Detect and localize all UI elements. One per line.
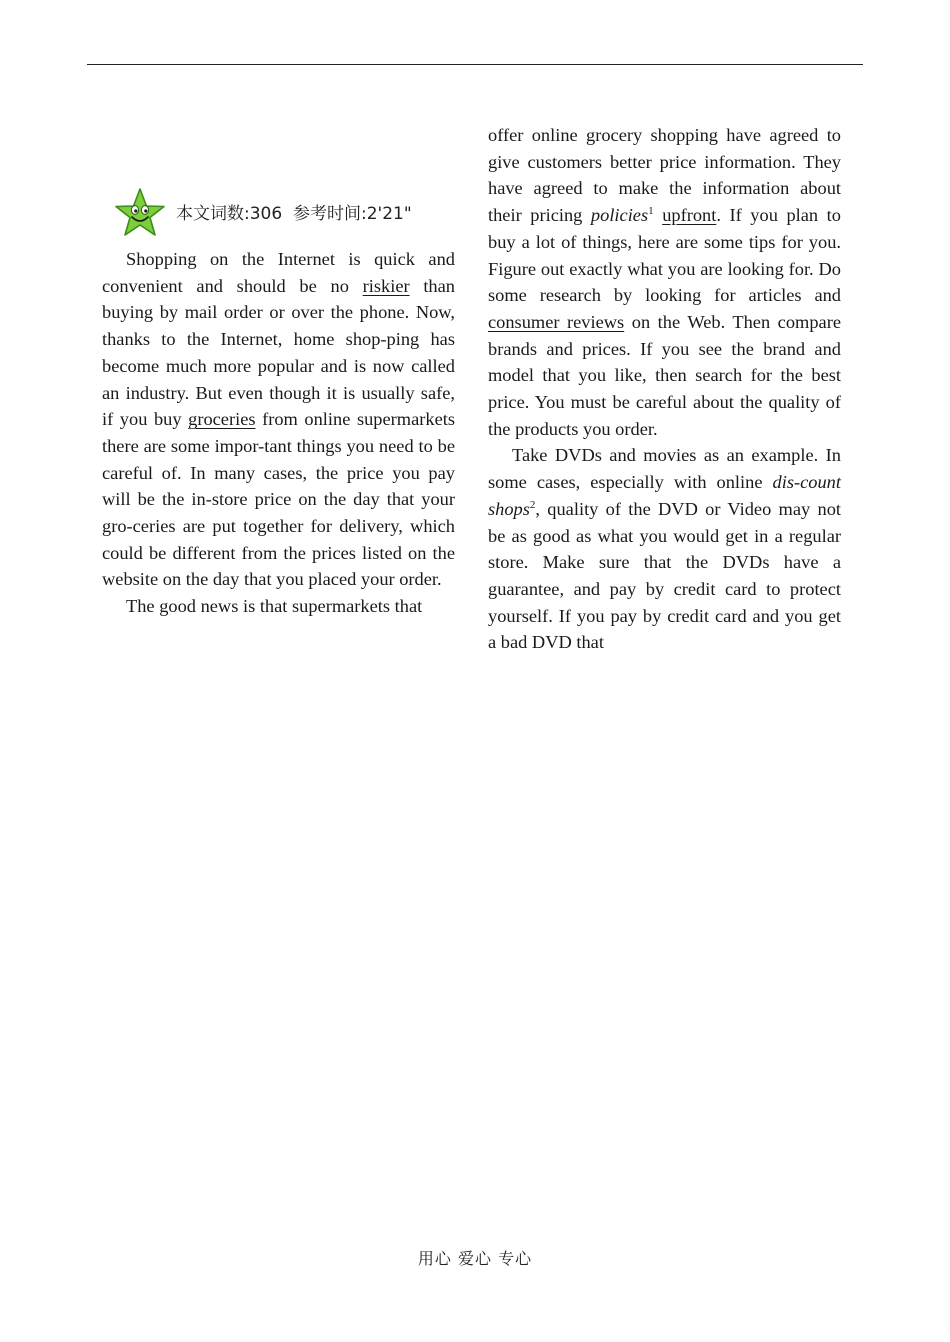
vocab-upfront: upfront <box>662 205 717 226</box>
left-column <box>102 122 455 620</box>
vocab-riskier: riskier <box>362 275 410 296</box>
vocab-consumer-reviews: consumer reviews <box>488 311 625 332</box>
vocab-discount-shops: dis-count shops <box>488 472 841 519</box>
paragraph-3: Take DVDs and movies as an example. In some cases, especially with online dis-count shops$^2$, quality of the DVD or Video may not be as good as what you would get in a regular store. Make sure that the DVDs have a guarantee, and pay by credit card to protect yourself. If you pay by credit card and you get a bad DVD that <box>488 445 841 653</box>
paragraph-2-start: The good news is that supermarkets that <box>126 596 423 617</box>
right-column <box>488 122 841 656</box>
header-rule <box>87 64 863 65</box>
paragraph-2-continued: offer online grocery shopping have agreed to give customers better price information. They have agreed to make the information about their pricing policies$^1$ upfront. If you plan to buy a lot of things, here are some tips for you. Figure out exactly what you are looking for. Do some research by looking for articles and consumer reviews on the Web. Then compare brands and prices. If you see the brand and model that you like, then search for the best price. You must be careful about the quality of the products you order. <box>488 125 841 439</box>
paragraph-1: Shopping on the Internet is quick and convenient and should be no riskier than buying by mail order or over the phone. Now, thanks to the Internet, home shop-ping has become much more popular and is now called an industry. But even though it is usually safe, if you buy groceries from online supermarkets there are some impor-tant things you need to be careful of. In many cases, the price you pay will be the in-store price on the day that your gro-ceries are put together for delivery, which could be different from the prices listed on the website on the day that you placed your order. <box>102 249 456 590</box>
vocab-groceries: groceries <box>188 409 256 430</box>
page-footer: 用心 爱心 专心 <box>417 1249 533 1268</box>
footnote-2-marker: 2 <box>529 498 536 511</box>
reading-info <box>102 194 455 234</box>
smiling-star-icon <box>112 186 168 242</box>
word-count-and-time: 本文词数:306 参考时间:2'21" <box>176 203 412 224</box>
footnote-1-marker: 1 <box>648 204 654 217</box>
vocab-policies: policies <box>590 205 649 226</box>
